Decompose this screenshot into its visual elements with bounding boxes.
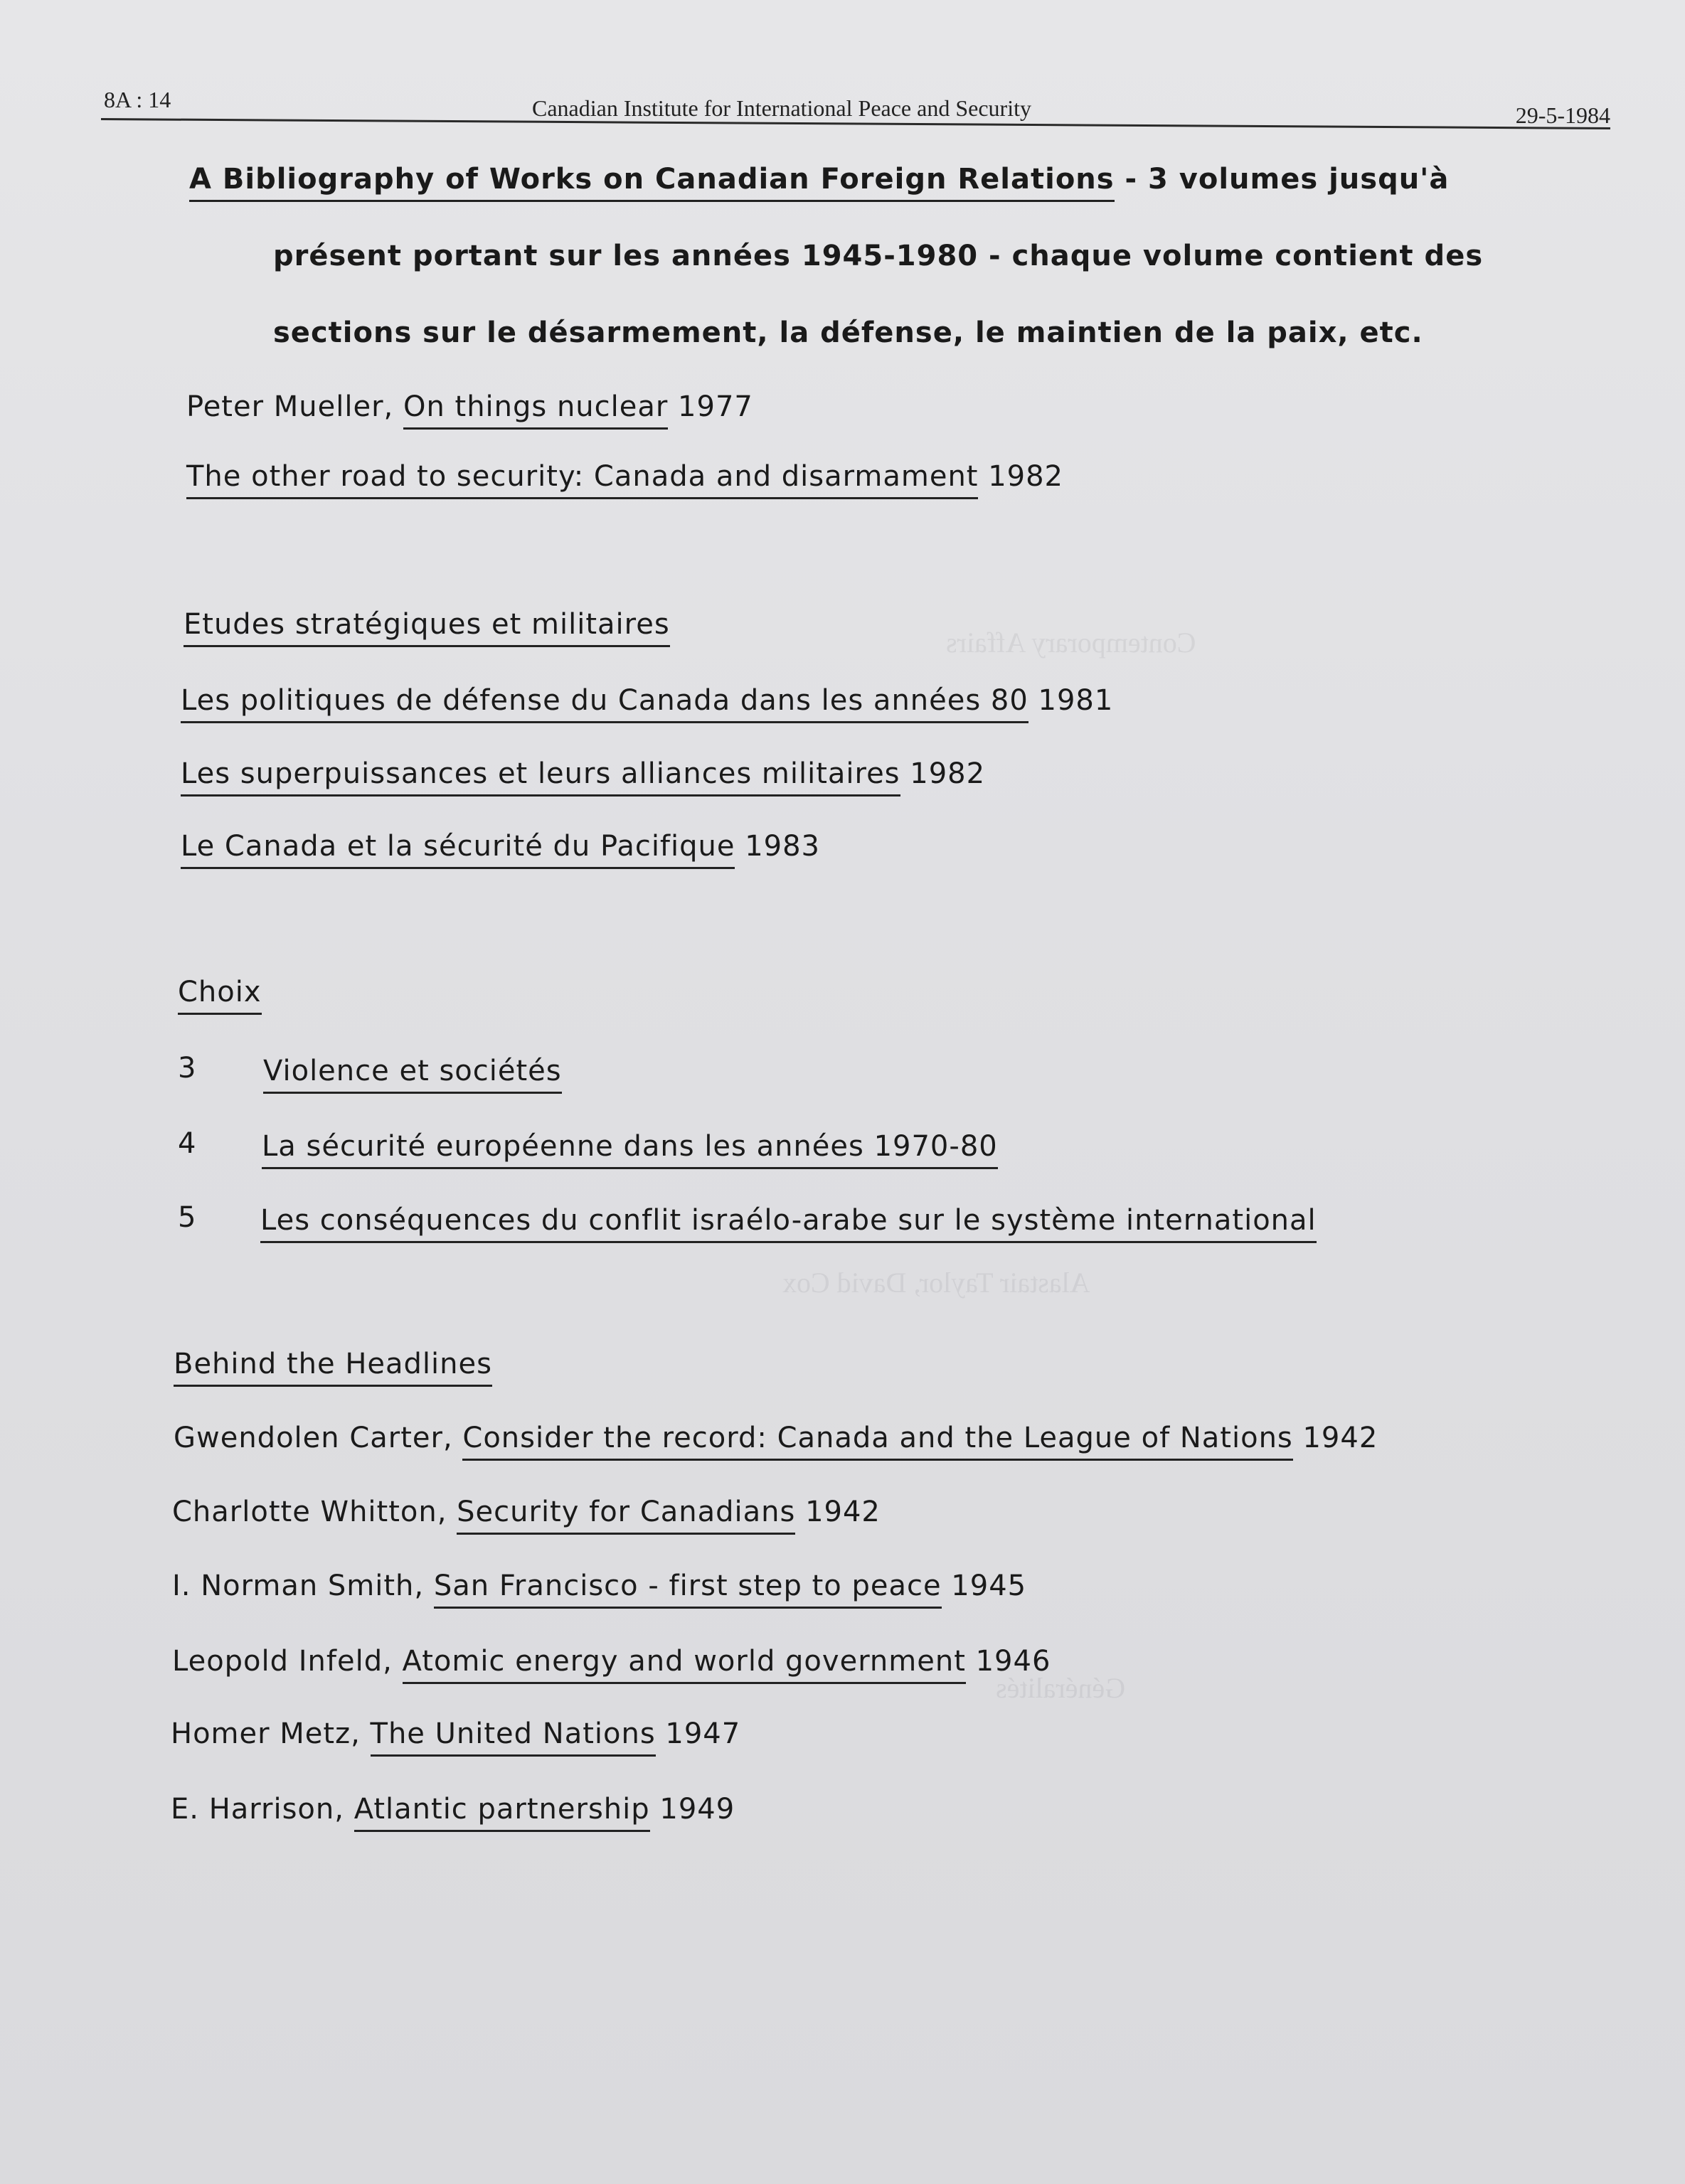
bibliography-entry	[181, 832, 820, 861]
entry-author: Peter Mueller,	[186, 390, 403, 423]
entry-title: Security for Canadians	[457, 1496, 795, 1535]
page-reference: 8A : 14	[104, 87, 171, 112]
entry-title: The United Nations	[371, 1717, 656, 1757]
header-date: 29-5-1984	[1515, 102, 1610, 128]
entry-title: San Francisco - first step to peace	[434, 1570, 942, 1609]
bibliography-entry	[181, 686, 1113, 715]
entry-author: Leopold Infeld,	[172, 1645, 403, 1678]
entry-continuation: présent portant sur les années 1945-1980 - chaque volume contient des	[273, 240, 1484, 272]
bibliography-entry	[171, 1717, 741, 1750]
entry-title: Le Canada et la sécurité du Pacifique	[181, 830, 735, 869]
entry-continuation: sections sur le désarmement, la défense, le maintien de la paix, etc.	[273, 316, 1423, 349]
entry-year: 1983	[735, 830, 820, 863]
page-header	[101, 80, 1610, 135]
entry-year: 1942	[1292, 1422, 1378, 1454]
entry-title: La sécurité européenne dans les années 1970-80	[262, 1130, 998, 1169]
show-through: Généralités	[996, 1672, 1126, 1704]
entry-year: 1981	[1028, 684, 1114, 717]
section-heading: Choix	[178, 978, 262, 1006]
entry-year: 1977	[668, 390, 753, 423]
entry-title: A Bibliography of Works on Canadian Foreign Relations	[189, 163, 1115, 202]
entry-year: 1982	[900, 757, 986, 790]
bibliography-entry	[262, 1132, 998, 1161]
bibliography-entry	[260, 1206, 1317, 1235]
show-through: Alastair Taylor, David Cox	[782, 1267, 1090, 1299]
entry-year: 1946	[965, 1645, 1051, 1678]
entry-title: Atlantic partnership	[354, 1793, 650, 1832]
entry-author: Charlotte Whitton,	[172, 1496, 457, 1528]
bibliography-entry	[181, 757, 986, 790]
entry-year: 1949	[649, 1793, 735, 1826]
bibliography-entry	[186, 462, 1063, 491]
bibliography-entry	[172, 1498, 881, 1526]
entry-author: Gwendolen Carter,	[174, 1422, 463, 1454]
entry-title: Les politiques de défense du Canada dans les années 80	[181, 684, 1028, 723]
section-heading: Etudes stratégiques et militaires	[184, 610, 670, 639]
entry-title: Les conséquences du conflit israélo-arabe sur le système international	[260, 1204, 1317, 1243]
entry-author: E. Harrison,	[171, 1793, 354, 1826]
entry-title: Violence et sociétés	[263, 1055, 562, 1094]
entry-author: I. Norman Smith,	[172, 1570, 434, 1602]
entry-title: Consider the record: Canada and the League of Nations	[462, 1422, 1292, 1461]
bibliography-entry	[189, 163, 1450, 196]
bibliography-entry	[174, 1424, 1378, 1452]
bibliography-entry	[171, 1793, 735, 1826]
institute-name: Canadian Institute for International Peace and Security	[532, 95, 1031, 121]
entry-author: Homer Metz,	[171, 1717, 371, 1750]
entry-year: 1942	[795, 1496, 881, 1528]
item-number: 4	[178, 1127, 196, 1160]
entry-year: 1945	[941, 1570, 1027, 1602]
bibliography-entry	[186, 390, 753, 423]
item-number: 3	[178, 1052, 196, 1085]
entry-title: The other road to security: Canada and disarmament	[186, 460, 978, 499]
entry-title: On things nuclear	[403, 390, 668, 430]
item-number: 5	[178, 1201, 196, 1234]
entry-year: 1982	[978, 460, 1063, 493]
entry-title: Les superpuissances et leurs alliances militaires	[181, 757, 900, 797]
entry-year: 1947	[655, 1717, 741, 1750]
bibliography-entry	[172, 1572, 1026, 1600]
bibliography-entry	[172, 1647, 1051, 1676]
entry-title: Atomic energy and world government	[403, 1645, 966, 1684]
bibliography-entry	[263, 1057, 562, 1085]
section-heading: Behind the Headlines	[174, 1350, 492, 1378]
show-through: Contemporary Affairs	[946, 627, 1196, 659]
entry-detail: - 3 volumes jusqu'à	[1114, 163, 1450, 196]
